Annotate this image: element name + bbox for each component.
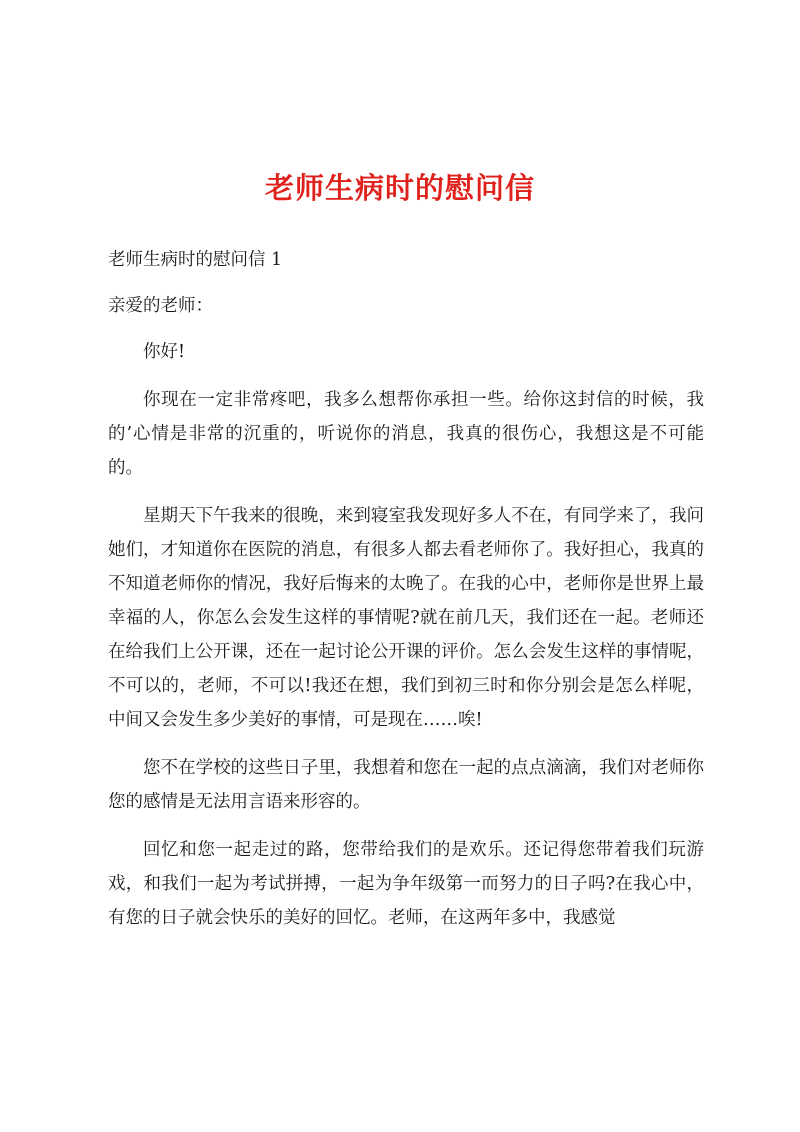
letter-salutation: 亲爱的老师： [108, 296, 213, 316]
document-title: 老师生病时的慰问信 [264, 171, 535, 205]
letter-paragraph: 你现在一定非常疼吧，我多么想帮你承担一些。给你这封信的时候，我的’心情是非常的沉重的，听说你的消息，我真的很伤心，我想这是不可能的。 [108, 390, 704, 478]
letter-body [108, 243, 704, 949]
letter-subtitle: 老师生病时的慰问信 1 [108, 250, 283, 270]
letter-paragraph: 星期天下午我来的很晚，来到寝室我发现好多人不在，有同学来了，我问她们，才知道你在医院的消息，有很多人都去看老师你了。我好担心，我真的不知道老师你的情况，我好后悔来的太晚了。在我的心中，老师你是世界上最幸福的人，你怎么会发生这样的事情呢?就在前几天，我们还在一起。老师还在给我们上公开课，还在一起讨论公开课的评价。怎么会发生这样的事情呢，不可以的，老师，不可以!我还在想，我们到初三时和你分别会是怎么样呢，中间又会发生多少美好的事情，可是现在……唉! [108, 506, 704, 730]
letter-greeting: 你好! [143, 342, 186, 362]
letter-paragraph: 您不在学校的这些日子里，我想着和您在一起的点点滴滴，我们对老师你您的感情是无法用言语来形容的。 [108, 758, 704, 812]
letter-paragraph: 回忆和您一起走过的路，您带给我们的是欢乐。还记得您带着我们玩游戏，和我们一起为考试拼搏，一起为争年级第一而努力的日子吗?在我心中，有您的日子就会快乐的美好的回忆。老师，在这两年多中，我感觉 [108, 840, 704, 928]
